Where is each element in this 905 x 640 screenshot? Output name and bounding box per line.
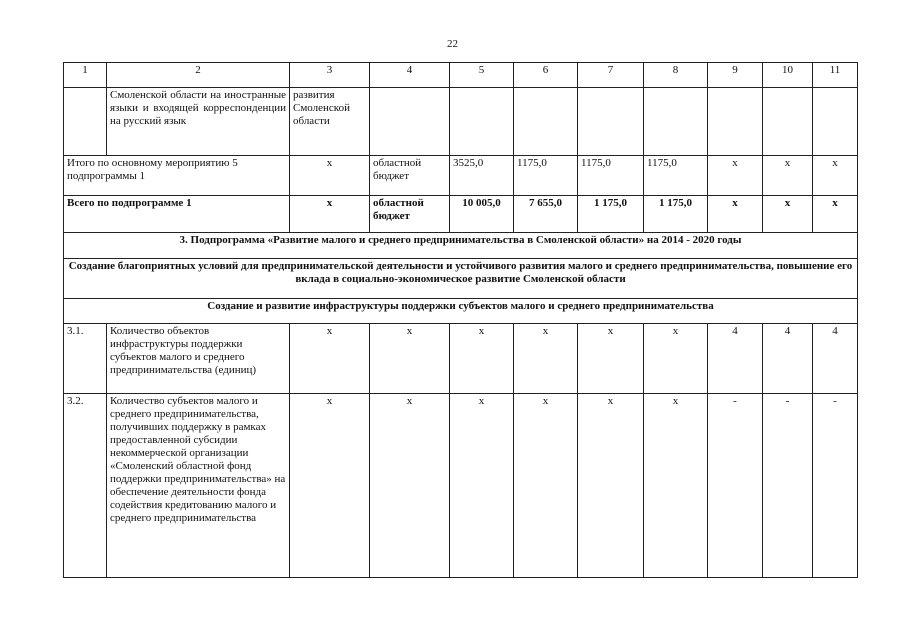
table-row [64,324,858,394]
continuation-responsible: развития Смоленской области [290,88,370,156]
row-c3: x [290,394,370,578]
header-col-9: 9 [708,63,763,88]
row-c11: 4 [813,324,858,394]
table-row [64,394,858,578]
row-c11: - [813,394,858,578]
total-c10: x [763,156,813,196]
header-col-5: 5 [450,63,514,88]
header-col-7: 7 [578,63,644,88]
subprogram-row [64,233,858,259]
total-source: областной бюджет [370,156,450,196]
row-c6: x [514,394,578,578]
subprogram-title: 3. Подпрограмма «Развитие малого и среднего предпринимательства в Смоленской области» на 2014 - 2020 годы [64,233,858,259]
continuation-name: Смоленской области на иностранные языки и входящей корреспонденции на русский язык [107,88,290,156]
grand-total-row [64,196,858,233]
row-c9: 4 [708,324,763,394]
grand-total-c10: x [763,196,813,233]
goal-row [64,259,858,299]
header-col-11: 11 [813,63,858,88]
task-row [64,299,858,324]
row-number: 3.1. [64,324,107,394]
total-c5: 3525,0 [450,156,514,196]
row-name: Количество субъектов малого и среднего предпринимательства, получивших поддержку в рамках предоставленной субсидии некоммерческой организации «Смоленский областной фонд поддержки предпринимательства» на обеспечение деятельности фонда содействия кредитованию малого и среднего предпринимательства [107,394,290,578]
goal-title: Создание благоприятных условий для предпринимательской деятельности и устойчивого развития малого и среднего предпринимательства, повышение его вклада в социально-экономическое развитие Смоленской области [64,259,858,299]
total-c9: x [708,156,763,196]
grand-total-label: Всего по подпрограмме 1 [64,196,290,233]
total-c8: 1175,0 [644,156,708,196]
row-c9: - [708,394,763,578]
header-col-8: 8 [644,63,708,88]
total-c7: 1175,0 [578,156,644,196]
total-row [64,156,858,196]
header-col-10: 10 [763,63,813,88]
continuation-row [64,88,858,156]
total-label: Итого по основному мероприятию 5 подпрограммы 1 [64,156,290,196]
row-c5: x [450,324,514,394]
row-c8: x [644,394,708,578]
row-c7: x [578,324,644,394]
grand-total-c3: x [290,196,370,233]
grand-total-c11: x [813,196,858,233]
header-col-6: 6 [514,63,578,88]
grand-total-c8: 1 175,0 [644,196,708,233]
row-c3: x [290,324,370,394]
total-c6: 1175,0 [514,156,578,196]
grand-total-c5: 10 005,0 [450,196,514,233]
header-col-1: 1 [64,63,107,88]
grand-total-c6: 7 655,0 [514,196,578,233]
total-c11: x [813,156,858,196]
header-row [64,63,858,88]
row-number: 3.2. [64,394,107,578]
header-col-2: 2 [107,63,290,88]
row-c10: - [763,394,813,578]
grand-total-source: областной бюджет [370,196,450,233]
grand-total-c7: 1 175,0 [578,196,644,233]
row-c8: x [644,324,708,394]
row-c10: 4 [763,324,813,394]
row-c6: x [514,324,578,394]
header-col-3: 3 [290,63,370,88]
row-c5: x [450,394,514,578]
total-c3: x [290,156,370,196]
row-c4: x [370,394,450,578]
page-number: 22 [447,38,458,50]
row-c4: x [370,324,450,394]
row-name: Количество объектов инфраструктуры поддержки субъектов малого и среднего предпринимательства (единиц) [107,324,290,394]
task-title: Создание и развитие инфраструктуры поддержки субъектов малого и среднего предпринимательства [64,299,858,324]
grand-total-c9: x [708,196,763,233]
program-table [63,62,858,578]
header-col-4: 4 [370,63,450,88]
row-c7: x [578,394,644,578]
